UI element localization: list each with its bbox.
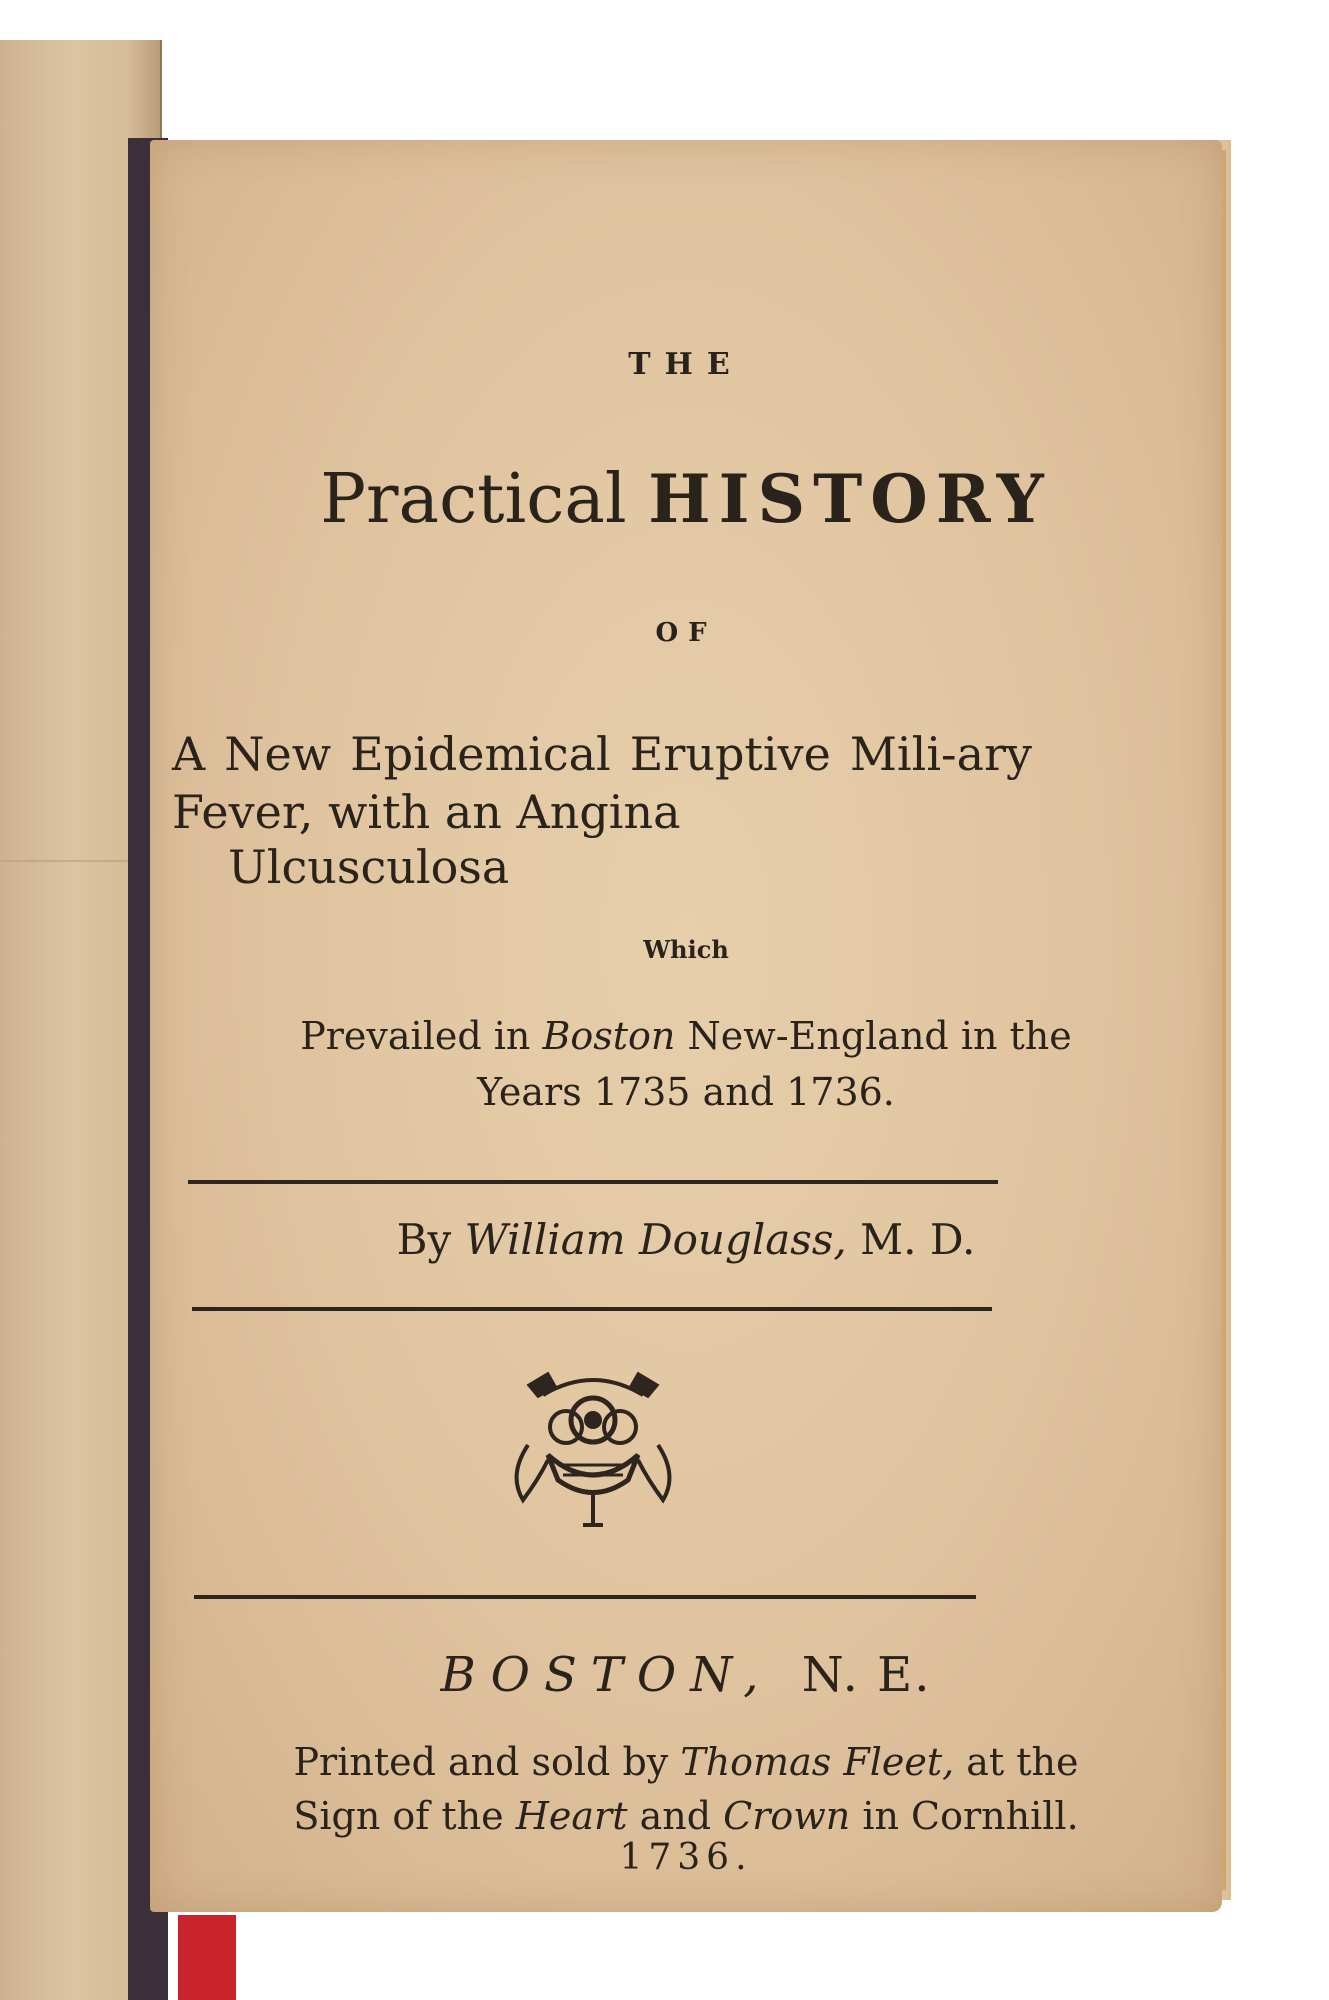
prevailed-place: Boston <box>542 1014 676 1058</box>
printer-line-1 <box>150 1735 1222 1789</box>
printer-info <box>150 1735 1222 1843</box>
rule-divider-1 <box>188 1180 998 1184</box>
author-degree: M. D. <box>860 1215 976 1264</box>
which-label: Which <box>643 935 729 964</box>
subtitle-line-1: A New Epidemical Eruptive Mili-ary Fever, with an Angina <box>172 727 1032 839</box>
title-the: THE <box>628 347 744 382</box>
title-page <box>150 140 1222 1912</box>
imprint-region: N. E. <box>801 1647 932 1703</box>
prevailed-text-b: New-England in the <box>687 1014 1072 1058</box>
sign-text-a: Sign of the <box>293 1794 504 1838</box>
main-title <box>150 460 1222 539</box>
sign-and: and <box>639 1794 712 1838</box>
printer-line-2 <box>150 1789 1222 1843</box>
prevailed-line-1 <box>150 1008 1222 1064</box>
rule-divider-3 <box>194 1595 976 1599</box>
by-label: By <box>396 1215 452 1264</box>
title-main: HISTORY <box>648 460 1052 538</box>
title-of: OF <box>655 618 717 648</box>
flower-basket-ornament-icon <box>488 1365 698 1545</box>
imprint-city: BOSTON, <box>440 1647 773 1703</box>
sign-text-b: in Cornhill. <box>862 1794 1079 1838</box>
author-line <box>150 1215 1222 1264</box>
red-bookmark-ribbon <box>178 1915 236 2000</box>
printed-text-a: Printed and sold by <box>293 1740 669 1784</box>
prevailed-line-2: Years 1735 and 1736. <box>477 1070 895 1114</box>
prevailed-text-a: Prevailed in <box>300 1014 531 1058</box>
imprint-year: 1736. <box>619 1837 753 1878</box>
printer-name: Thomas Fleet, <box>680 1740 955 1784</box>
sign-heart: Heart <box>515 1794 628 1838</box>
subtitle-line-2: Ulcusculosa <box>228 840 510 894</box>
imprint-city-line <box>150 1647 1222 1703</box>
title-prefix: Practical <box>320 460 627 539</box>
sign-crown: Crown <box>723 1794 851 1838</box>
printed-text-b: at the <box>966 1740 1079 1784</box>
rule-divider-2 <box>192 1307 992 1311</box>
author-name: William Douglass, <box>464 1215 847 1264</box>
prevailed-text <box>150 1008 1222 1120</box>
